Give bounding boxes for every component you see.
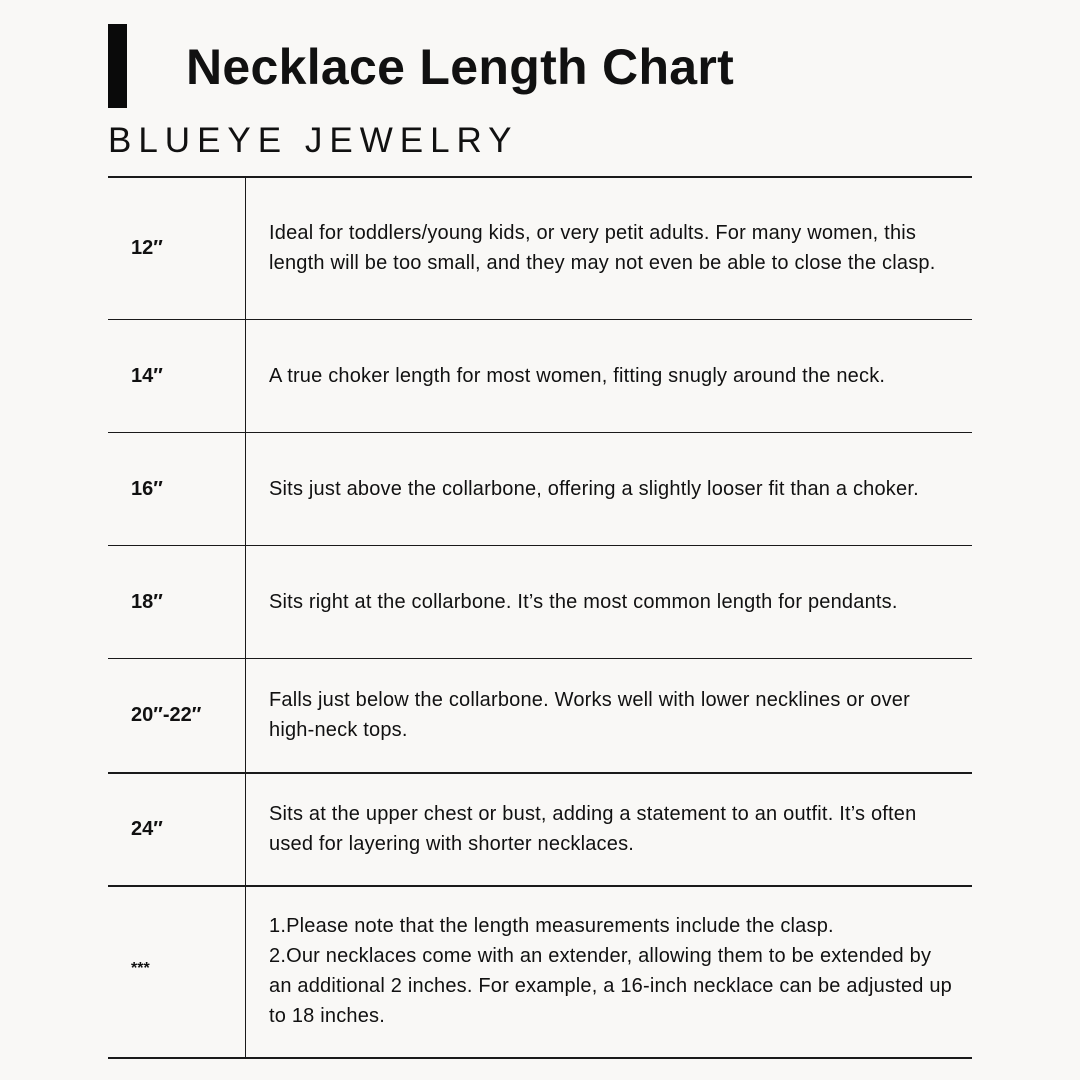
row-divider xyxy=(108,432,972,433)
table-top-rule xyxy=(108,176,972,178)
length-description-24: Sits at the upper chest or bust, adding a statement to an outfit. It’s often used for layering with shorter necklaces. xyxy=(269,803,917,855)
length-label-16: 16″ xyxy=(131,478,163,500)
column-divider xyxy=(245,176,246,1059)
notes-text xyxy=(269,911,959,1031)
note-extender: 2.Our necklaces come with an extender, allowing them to be extended by an additional 2 inches. For example, a 16-inch necklace can be adjusted up to 18 inches. xyxy=(269,945,953,1027)
brand-name: BLUEYE JEWELRY xyxy=(108,121,519,160)
row-divider xyxy=(108,772,972,774)
length-description-14: A true choker length for most women, fitting snugly around the neck. xyxy=(269,365,886,387)
row-divider xyxy=(108,319,972,320)
length-label-20-22: 20″-22″ xyxy=(131,704,202,726)
note-clasp: 1.Please note that the length measurements include the clasp. xyxy=(269,915,834,937)
length-label-18: 18″ xyxy=(131,591,163,613)
table-bottom-rule xyxy=(108,1057,972,1059)
page-title: Necklace Length Chart xyxy=(186,39,735,95)
length-description-20-22: Falls just below the collarbone. Works well with lower necklines or over high-neck tops. xyxy=(269,689,910,741)
length-description-18: Sits right at the collarbone. It’s the most common length for pendants. xyxy=(269,591,898,613)
length-label-14: 14″ xyxy=(131,365,163,387)
length-description-12: Ideal for toddlers/young kids, or very petit adults. For many women, this length will be too small, and they may not even be able to close the clasp. xyxy=(269,222,936,274)
notes-label: *** xyxy=(131,960,150,977)
length-description-16: Sits just above the collarbone, offering a slightly looser fit than a choker. xyxy=(269,478,919,500)
row-divider xyxy=(108,885,972,887)
title-accent-bar xyxy=(108,24,127,108)
row-divider xyxy=(108,545,972,546)
length-label-24: 24″ xyxy=(131,818,163,840)
length-label-12: 12″ xyxy=(131,237,163,259)
row-divider xyxy=(108,658,972,659)
